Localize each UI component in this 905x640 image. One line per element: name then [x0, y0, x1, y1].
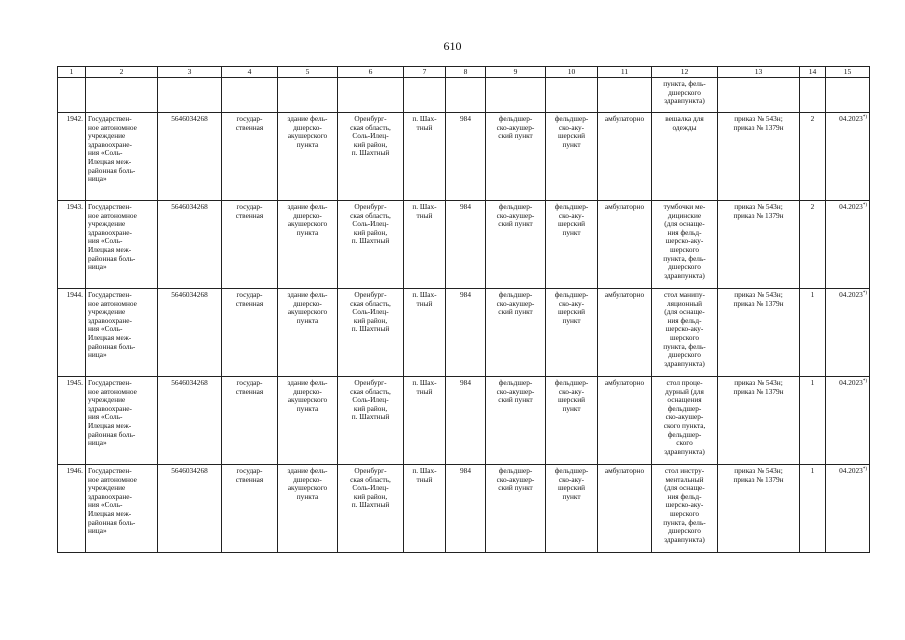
- table-row: [58, 113, 870, 201]
- address-cell: Оренбург- ская область, Соль-Илец- кий район, п. Шахтный: [338, 113, 404, 201]
- table-row: [58, 289, 870, 377]
- table-row: [58, 201, 870, 289]
- organization-cell: Государствен- ное автономное учреждение здравоохране- ния «Соль- Илецкая меж- районная боль- ница»: [86, 465, 158, 553]
- settlement-cell: п. Шах- тный: [404, 289, 446, 377]
- facility-type-cell: фельдшер- ско-акушер- ский пункт: [486, 113, 546, 201]
- footnote-mark: *): [862, 379, 867, 384]
- header-cell: 12: [652, 67, 718, 78]
- quantity-cell: 2: [800, 113, 826, 201]
- ownership-cell: государ- ственная: [222, 377, 278, 465]
- facility-subtype-cell: фельдшер- ско-аку- шерский пункт: [546, 377, 598, 465]
- address-cell: Оренбург- ская область, Соль-Илец- кий район, п. Шахтный: [338, 289, 404, 377]
- count-cell: 984: [446, 377, 486, 465]
- header-cell: 3: [158, 67, 222, 78]
- quantity-cell: 2: [800, 201, 826, 289]
- row-number-cell: 1946.: [58, 465, 86, 553]
- facility-subtype-cell: фельдшер- ско-аку- шерский пункт: [546, 465, 598, 553]
- header-cell: 13: [718, 67, 800, 78]
- page-number: 610: [443, 39, 462, 53]
- date-cell: [826, 289, 870, 377]
- header-cell: 10: [546, 67, 598, 78]
- date-value: 04.2023: [839, 290, 863, 299]
- facility-subtype-cell: фельдшер- ско-аку- шерский пункт: [546, 113, 598, 201]
- ownership-cell: государ- ственная: [222, 289, 278, 377]
- building-cell: здание фель- дшерско- акушерского пункта: [278, 113, 338, 201]
- address-cell: Оренбург- ская область, Соль-Илец- кий район, п. Шахтный: [338, 201, 404, 289]
- inn-cell: 5646034268: [158, 201, 222, 289]
- date-cell: [826, 113, 870, 201]
- orders-cell: приказ № 543н; приказ № 1379н: [718, 289, 800, 377]
- care-form-cell: амбулаторно: [598, 377, 652, 465]
- header-cell: 15: [826, 67, 870, 78]
- equipment-cell: вешалка для одежды: [652, 113, 718, 201]
- facility-type-cell: фельдшер- ско-акушер- ский пункт: [486, 289, 546, 377]
- header-cell: 8: [446, 67, 486, 78]
- row-number-cell: 1944.: [58, 289, 86, 377]
- row-number-cell: 1945.: [58, 377, 86, 465]
- date-value: 04.2023: [839, 378, 863, 387]
- date-cell: [826, 201, 870, 289]
- organization-cell: Государствен- ное автономное учреждение здравоохране- ния «Соль- Илецкая меж- районная боль- ница»: [86, 289, 158, 377]
- quantity-cell: 1: [800, 465, 826, 553]
- row-number-cell: 1942.: [58, 113, 86, 201]
- footnote-mark: *): [862, 467, 867, 472]
- header-row: [58, 67, 870, 78]
- footnote-mark: *): [862, 203, 867, 208]
- header-cell: 4: [222, 67, 278, 78]
- facility-type-cell: фельдшер- ско-акушер- ский пункт: [486, 465, 546, 553]
- orders-cell: приказ № 543н; приказ № 1379н: [718, 113, 800, 201]
- table-row: [58, 377, 870, 465]
- inn-cell: 5646034268: [158, 113, 222, 201]
- facility-subtype-cell: фельдшер- ско-аку- шерский пункт: [546, 201, 598, 289]
- row-number-cell: 1943.: [58, 201, 86, 289]
- ownership-cell: государ- ственная: [222, 113, 278, 201]
- inn-cell: 5646034268: [158, 377, 222, 465]
- facility-type-cell: фельдшер- ско-акушер- ский пункт: [486, 201, 546, 289]
- inn-cell: 5646034268: [158, 465, 222, 553]
- orders-cell: приказ № 543н; приказ № 1379н: [718, 465, 800, 553]
- count-cell: 984: [446, 289, 486, 377]
- date-cell: [826, 465, 870, 553]
- header-cell: 11: [598, 67, 652, 78]
- equipment-cell: стол проце- дурный (для оснащения фельдшер- ско-акушер- ского пункта, фельдшер- ского здравпункта): [652, 377, 718, 465]
- count-cell: 984: [446, 113, 486, 201]
- header-cell: 9: [486, 67, 546, 78]
- settlement-cell: п. Шах- тный: [404, 465, 446, 553]
- care-form-cell: амбулаторно: [598, 289, 652, 377]
- settlement-cell: п. Шах- тный: [404, 113, 446, 201]
- header-cell: 14: [800, 67, 826, 78]
- building-cell: здание фель- дшерско- акушерского пункта: [278, 465, 338, 553]
- organization-cell: Государствен- ное автономное учреждение здравоохране- ния «Соль- Илецкая меж- районная боль- ница»: [86, 377, 158, 465]
- count-cell: 984: [446, 201, 486, 289]
- date-value: 04.2023: [839, 114, 863, 123]
- care-form-cell: амбулаторно: [598, 113, 652, 201]
- header-cell: 6: [338, 67, 404, 78]
- date-value: 04.2023: [839, 202, 863, 211]
- inn-cell: 5646034268: [158, 289, 222, 377]
- quantity-cell: 1: [800, 289, 826, 377]
- ownership-cell: государ- ственная: [222, 201, 278, 289]
- date-cell: [826, 377, 870, 465]
- facility-type-cell: фельдшер- ско-акушер- ский пункт: [486, 377, 546, 465]
- header-cell: 5: [278, 67, 338, 78]
- facility-subtype-cell: фельдшер- ско-аку- шерский пункт: [546, 289, 598, 377]
- care-form-cell: амбулаторно: [598, 465, 652, 553]
- address-cell: Оренбург- ская область, Соль-Илец- кий район, п. Шахтный: [338, 377, 404, 465]
- footnote-mark: *): [862, 115, 867, 120]
- date-value: 04.2023: [839, 466, 863, 475]
- equipment-cell: тумбочки ме- дицинские (для оснаще- ния фельд- шерско-аку- шерского пункта, фель- дшерского здравпункта): [652, 201, 718, 289]
- count-cell: 984: [446, 465, 486, 553]
- equipment-cell: стол инстру- ментальный (для оснаще- ния фельд- шерско-аку- шерского пункта, фель- дшерского здравпункта): [652, 465, 718, 553]
- building-cell: здание фель- дшерско- акушерского пункта: [278, 377, 338, 465]
- settlement-cell: п. Шах- тный: [404, 201, 446, 289]
- header-cell: 1: [58, 67, 86, 78]
- settlement-cell: п. Шах- тный: [404, 377, 446, 465]
- building-cell: здание фель- дшерско- акушерского пункта: [278, 289, 338, 377]
- registry-table: [57, 66, 870, 553]
- care-form-cell: амбулаторно: [598, 201, 652, 289]
- equipment-cell: пункта, фель- дшерского здравпункта): [652, 78, 718, 113]
- footnote-mark: *): [862, 291, 867, 296]
- header-cell: 2: [86, 67, 158, 78]
- table-row: [58, 465, 870, 553]
- header-cell: 7: [404, 67, 446, 78]
- quantity-cell: 1: [800, 377, 826, 465]
- equipment-cell: стол манипу- ляционный (для оснаще- ния фельд- шерско-аку- шерского пункта, фель- дшерского здравпункта): [652, 289, 718, 377]
- address-cell: Оренбург- ская область, Соль-Илец- кий район, п. Шахтный: [338, 465, 404, 553]
- organization-cell: Государствен- ное автономное учреждение здравоохране- ния «Соль- Илецкая меж- районная боль- ница»: [86, 201, 158, 289]
- orders-cell: приказ № 543н; приказ № 1379н: [718, 201, 800, 289]
- organization-cell: Государствен- ное автономное учреждение здравоохране- ния «Соль- Илецкая меж- районная боль- ница»: [86, 113, 158, 201]
- building-cell: здание фель- дшерско- акушерского пункта: [278, 201, 338, 289]
- ownership-cell: государ- ственная: [222, 465, 278, 553]
- orders-cell: приказ № 543н; приказ № 1379н: [718, 377, 800, 465]
- continuation-row: [58, 78, 870, 113]
